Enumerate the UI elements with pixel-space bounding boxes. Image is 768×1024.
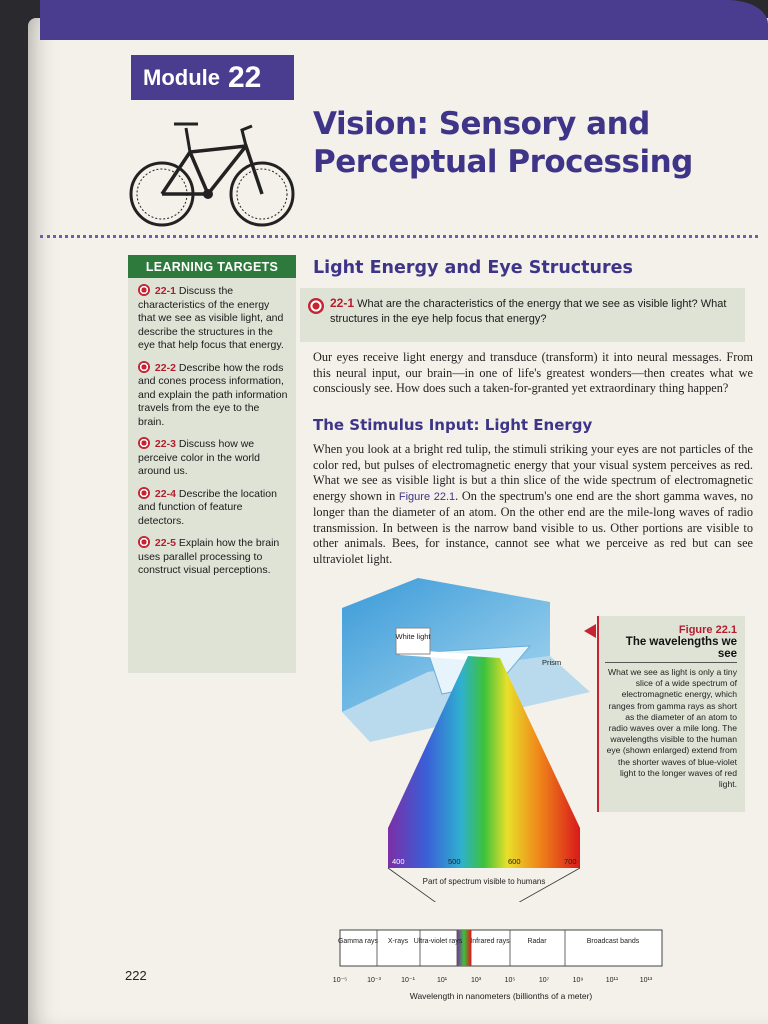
axis-tick-label: 10⁻¹ xyxy=(401,977,415,984)
tick-700: 700 xyxy=(564,857,577,866)
callout-text: What are the characteristics of the energy that we see as visible light? What structures in the eye help focus that energy? xyxy=(330,298,727,325)
page-title: Vision: Sensory and Perceptual Processing xyxy=(313,106,693,180)
axis-tick-label: 10⁹ xyxy=(572,977,584,984)
axis-tick-label: 10¹¹ xyxy=(605,977,619,984)
figure-caption: What we see as light is only a tiny slice of a wide spectrum of electromagnetic energy, which ranges from gamma rays as short as the diameter of an atom to radio waves over a mile long. The wavelengths visible to the human eye (shown enlarged) extend from the shorter waves of blue-violet light to the longer waves of red light. xyxy=(606,667,737,790)
target-icon xyxy=(138,487,150,499)
band-gamma: Gamma rays xyxy=(337,938,379,945)
axis-tick-label: 10¹ xyxy=(436,977,448,984)
learning-targets-heading: LEARNING TARGETS xyxy=(128,255,296,278)
target-text: Describe how the rods and cones process information, and explain the path information travels from the eye to the brain. xyxy=(138,361,288,428)
page-number: 222 xyxy=(125,968,147,983)
module-number: 22 xyxy=(228,60,262,94)
callout-id: 22-1 xyxy=(330,296,355,310)
target-id: 22-2 xyxy=(154,361,176,374)
target-text: Discuss how we perceive color in the world around us. xyxy=(138,438,260,477)
target-icon xyxy=(138,361,150,373)
white-light-label: White light xyxy=(395,632,431,641)
band-xrays: X-rays xyxy=(387,938,409,945)
figure-pointer-icon xyxy=(584,624,596,638)
axis-tick-label: 10³ xyxy=(470,977,482,984)
learning-target xyxy=(128,431,296,481)
module-label: Module xyxy=(143,64,220,90)
figure-number: Figure 22.1 xyxy=(678,624,737,636)
target-icon xyxy=(138,284,150,296)
paragraph-stimulus xyxy=(313,442,753,567)
tick-400: 400 xyxy=(392,857,405,866)
target-id: 22-1 xyxy=(154,285,176,297)
target-id: 22-5 xyxy=(154,537,176,549)
target-text: Discuss the characteristics of the energy that we see as visible light, and describe the structures in the eye that help focus that energy. xyxy=(138,285,284,351)
module-top-bar xyxy=(40,0,768,40)
paragraph-text: . On the spectrum's one end are the short gamma waves, no longer than the diameter of an atom. On the other end are the mile-long waves of radio transmission. In between is the narrow band visible to us. Other portions are visible to other animals. Bees, for instance, cannot see what we perceive as red but can see ultraviolet light. xyxy=(313,488,753,566)
electromagnetic-spectrum-bar xyxy=(325,924,685,1004)
target-icon xyxy=(138,437,150,449)
figure-caption-box xyxy=(597,616,745,812)
band-radar: Radar xyxy=(527,938,547,945)
target-id: 22-3 xyxy=(154,438,176,450)
learning-target xyxy=(128,530,296,580)
visible-spectrum-band xyxy=(388,828,580,868)
learning-targets-panel xyxy=(128,255,296,673)
paragraph-intro: Our eyes receive light energy and transduce (transform) it into neural messages. From this neural input, our brain—in one of life's greatest wonders—then creates what we consciously see. How does such a taken-for-granted yet extraordinary thing happen? xyxy=(313,350,753,395)
learning-target xyxy=(128,481,296,531)
axis-tick-label: 10⁷ xyxy=(538,977,550,984)
band-ultraviolet: Ultra-violet rays xyxy=(413,938,463,945)
paragraph-text: When you look at a bright red tulip, the stimuli striking your eyes are not particles of the color red, but pulses of electromagnetic energy that your visual system perceives as red. What we see as visible light is but a thin slice of the wide spectrum of electromagnetic energy shown in xyxy=(313,442,753,503)
band-infrared: Infrared rays xyxy=(470,938,510,945)
figure-title: The wavelengths we see xyxy=(605,636,737,663)
module-tab xyxy=(131,55,294,100)
axis-tick-label: 10⁻³ xyxy=(367,977,381,984)
axis-tick-label: 10⁻⁵ xyxy=(332,977,348,984)
figure-reference-link[interactable]: Figure 22.1 xyxy=(398,490,456,503)
target-callout xyxy=(300,288,745,342)
learning-target xyxy=(128,355,296,432)
band-broadcast: Broadcast bands xyxy=(586,938,640,945)
section-heading: Light Energy and Eye Structures xyxy=(313,258,633,278)
target-text: Describe the location and function of feature detectors. xyxy=(138,487,277,527)
wavelength-axis-label: Wavelength in nanometers (billionths of a meter) xyxy=(409,991,593,1001)
bicycle-icon xyxy=(126,112,298,232)
visible-spectrum-label: Part of spectrum visible to humans xyxy=(422,877,546,886)
learning-target xyxy=(128,278,296,355)
subheading: The Stimulus Input: Light Energy xyxy=(313,416,593,434)
prism-label: Prism xyxy=(542,658,562,667)
target-icon xyxy=(308,298,324,314)
dotted-divider xyxy=(40,235,758,238)
axis-tick-label: 10¹³ xyxy=(639,977,653,984)
target-icon xyxy=(138,536,150,548)
prism-spectrum-illustration xyxy=(330,572,630,902)
target-id: 22-4 xyxy=(154,487,176,500)
tick-500: 500 xyxy=(448,857,461,866)
axis-tick-label: 10⁵ xyxy=(504,977,516,984)
target-text: Explain how the brain uses parallel processing to construct visual perceptions. xyxy=(138,537,280,576)
tick-600: 600 xyxy=(508,857,521,866)
